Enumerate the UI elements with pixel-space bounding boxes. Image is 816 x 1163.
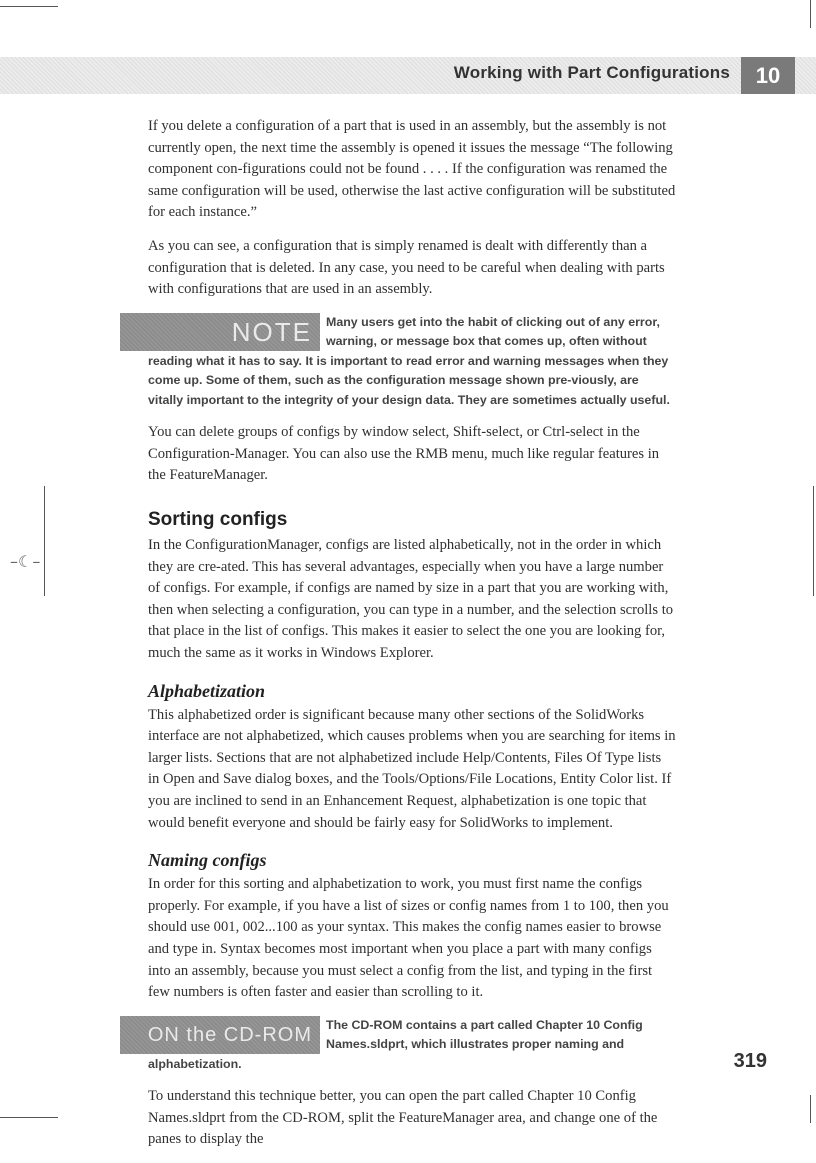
paragraph: This alphabetized order is significant because many other sections of the SolidWorks interface are not alphabetized, which causes problems when you are searching for items in larger lists. Sections that are not alphabetized include Help/Contents, Files Of Type lists in Open and Save dialog boxes, and the Tools/Options/File Locations, Entity Color list. If you are inclined to send in an Enhancement Request, alphabetization is one topic that would benefit everyone and should be fairly easy for SolidWorks to implement. <box>148 706 676 831</box>
chapter-number-tab: 10 <box>741 57 795 94</box>
paragraph: If you delete a configuration of a part that is used in an assembly, but the assembly is not currently open, the next time the assembly is opened it issues the message “The following component con-figurations could not be found . . . . If the configuration was renamed the same configuration will be used, otherwise the last active configuration will be substituted for each instance.” <box>148 118 676 221</box>
running-header-title: Working with Part Configurations <box>453 63 730 82</box>
paragraph: You can delete groups of configs by window select, Shift-select, or Ctrl-select in the Configuration-Manager. You can also use the RMB menu, much like regular features in the FeatureManager. <box>148 424 660 484</box>
paragraph: To understand this technique better, you can open the part called Chapter 10 Config Names.sldprt from the CD-ROM, split the FeatureManager area, and change one of the panes to display the <box>148 1088 658 1148</box>
registration-mark-icon: –⁠☾⁠– <box>10 552 41 571</box>
subsection-heading: Alphabetization <box>148 680 266 701</box>
cdrom-callout <box>148 1016 676 1075</box>
paragraph: In order for this sorting and alphabetization to work, you must first name the configs properly. For example, if you have a list of sizes or config names from 1 to 100, then you should use 001, 002...100 as your syntax. This makes the config names easier to browse and type in. Syntax becomes most important when you place a part with many configs into an assembly, because you must select a config from the list, and typing in the first few numbers is often faster and easier than scrolling to it. <box>148 876 669 1001</box>
paragraph: In the ConfigurationManager, configs are listed alphabetically, not in the order in which they are cre-ated. This has several advantages, especially when you have a large number of configs. For example, if configs are named by size in a part that you are working with, then when selecting a configuration, you can type in a number, and the selection scrolls to that place in the list of configs. This makes it easier to select the one you are looking for, much the same as it works in Windows Explorer. <box>148 537 674 661</box>
note-callout <box>148 313 676 411</box>
subsection-heading: Naming configs <box>148 850 267 871</box>
paragraph: As you can see, a configuration that is simply renamed is dealt with differently than a configuration that is deleted. In any case, you need to be careful when dealing with parts with configurations that are used in an assembly. <box>148 237 665 298</box>
page-number: 319 <box>733 1050 767 1072</box>
crop-mark <box>0 6 58 7</box>
cdrom-badge: ON the CD-ROM <box>120 1016 320 1054</box>
crop-mark <box>810 1095 811 1123</box>
note-text: Many users get into the habit of clicking out of any error, warning, or message box that comes up, often without reading what it has to say. It is important to read error and warning messages when they come up. Some of them, such as the configuration message shown pre-viously, are vitally important to the integrity of your design data. They are sometimes actually useful. <box>148 314 670 407</box>
note-badge: NOTE <box>120 313 320 351</box>
crop-mark <box>44 486 45 596</box>
crop-mark <box>0 1117 58 1118</box>
crop-mark <box>810 0 811 28</box>
section-heading: Sorting configs <box>148 509 288 531</box>
page-content <box>148 116 676 1163</box>
crop-mark <box>813 486 814 596</box>
cdrom-text: The CD-ROM contains a part called Chapter 10 Config Names.sldprt, which illustrates proper naming and alphabetization. <box>148 1017 643 1071</box>
